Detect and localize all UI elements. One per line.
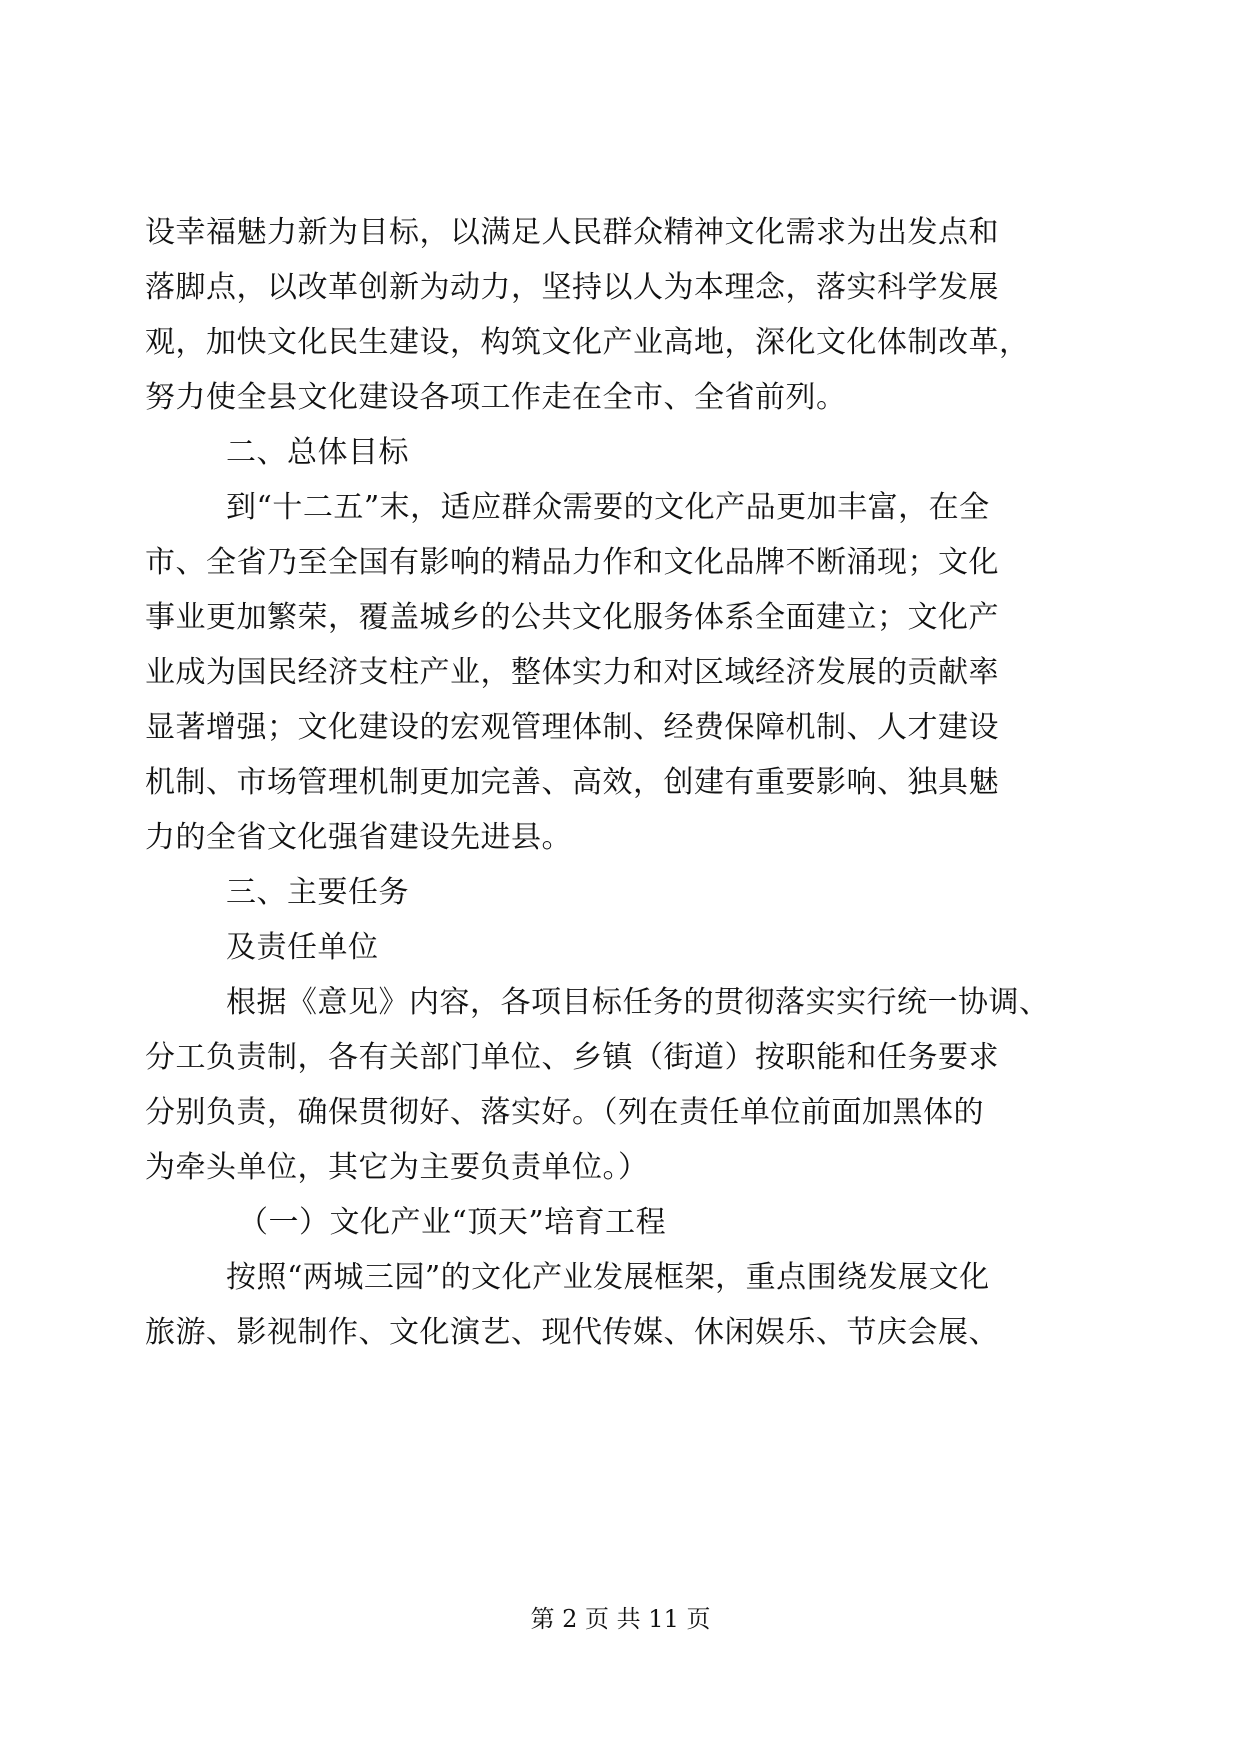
paragraph-line: 观，加快文化民生建设，构筑文化产业高地，深化文化体制改革， bbox=[145, 325, 1030, 360]
section-heading: 二、总体目标 bbox=[226, 435, 409, 470]
paragraph-line: 业成为国民经济支柱产业，整体实力和对区域经济发展的贡献率 bbox=[145, 655, 999, 690]
paragraph-line: 根据《意见》内容，各项目标任务的贯彻落实实行统一协调、 bbox=[226, 985, 1050, 1020]
paragraph-line: 旅游、影视制作、文化演艺、现代传媒、休闲娱乐、节庆会展、 bbox=[145, 1315, 999, 1350]
paragraph-line: 到“十二五”末，适应群众需要的文化产品更加丰富，在全 bbox=[226, 490, 990, 525]
paragraph-line: 设幸福魅力新为目标，以满足人民群众精神文化需求为出发点和 bbox=[145, 215, 999, 250]
paragraph-line: 按照“两城三园”的文化产业发展框架，重点围绕发展文化 bbox=[226, 1260, 990, 1295]
subsection-heading: （一）文化产业“顶天”培育工程 bbox=[238, 1205, 667, 1240]
paragraph-line: 分工负责制，各有关部门单位、乡镇（街道）按职能和任务要求 bbox=[145, 1040, 999, 1075]
paragraph-line: 力的全省文化强省建设先进县。 bbox=[145, 820, 572, 855]
section-heading: 三、主要任务 bbox=[226, 875, 409, 910]
page-footer: 第 2 页 共 11 页 bbox=[530, 1605, 711, 1633]
paragraph-line: 事业更加繁荣，覆盖城乡的公共文化服务体系全面建立；文化产 bbox=[145, 600, 999, 635]
paragraph-line: 分别负责，确保贯彻好、落实好。（列在责任单位前面加黑体的 bbox=[145, 1095, 984, 1130]
paragraph-line: 为牵头单位，其它为主要负责单位。） bbox=[145, 1150, 649, 1185]
paragraph-line: 努力使全县文化建设各项工作走在全市、全省前列。 bbox=[145, 380, 847, 415]
paragraph-line: 落脚点，以改革创新为动力，坚持以人为本理念，落实科学发展 bbox=[145, 270, 999, 305]
paragraph-line: 机制、市场管理机制更加完善、高效，创建有重要影响、独具魅 bbox=[145, 765, 999, 800]
paragraph-line: 显著增强；文化建设的宏观管理体制、经费保障机制、人才建设 bbox=[145, 710, 999, 745]
paragraph-line: 市、全省乃至全国有影响的精品力作和文化品牌不断涌现；文化 bbox=[145, 545, 999, 580]
section-heading-continuation: 及责任单位 bbox=[226, 930, 379, 965]
